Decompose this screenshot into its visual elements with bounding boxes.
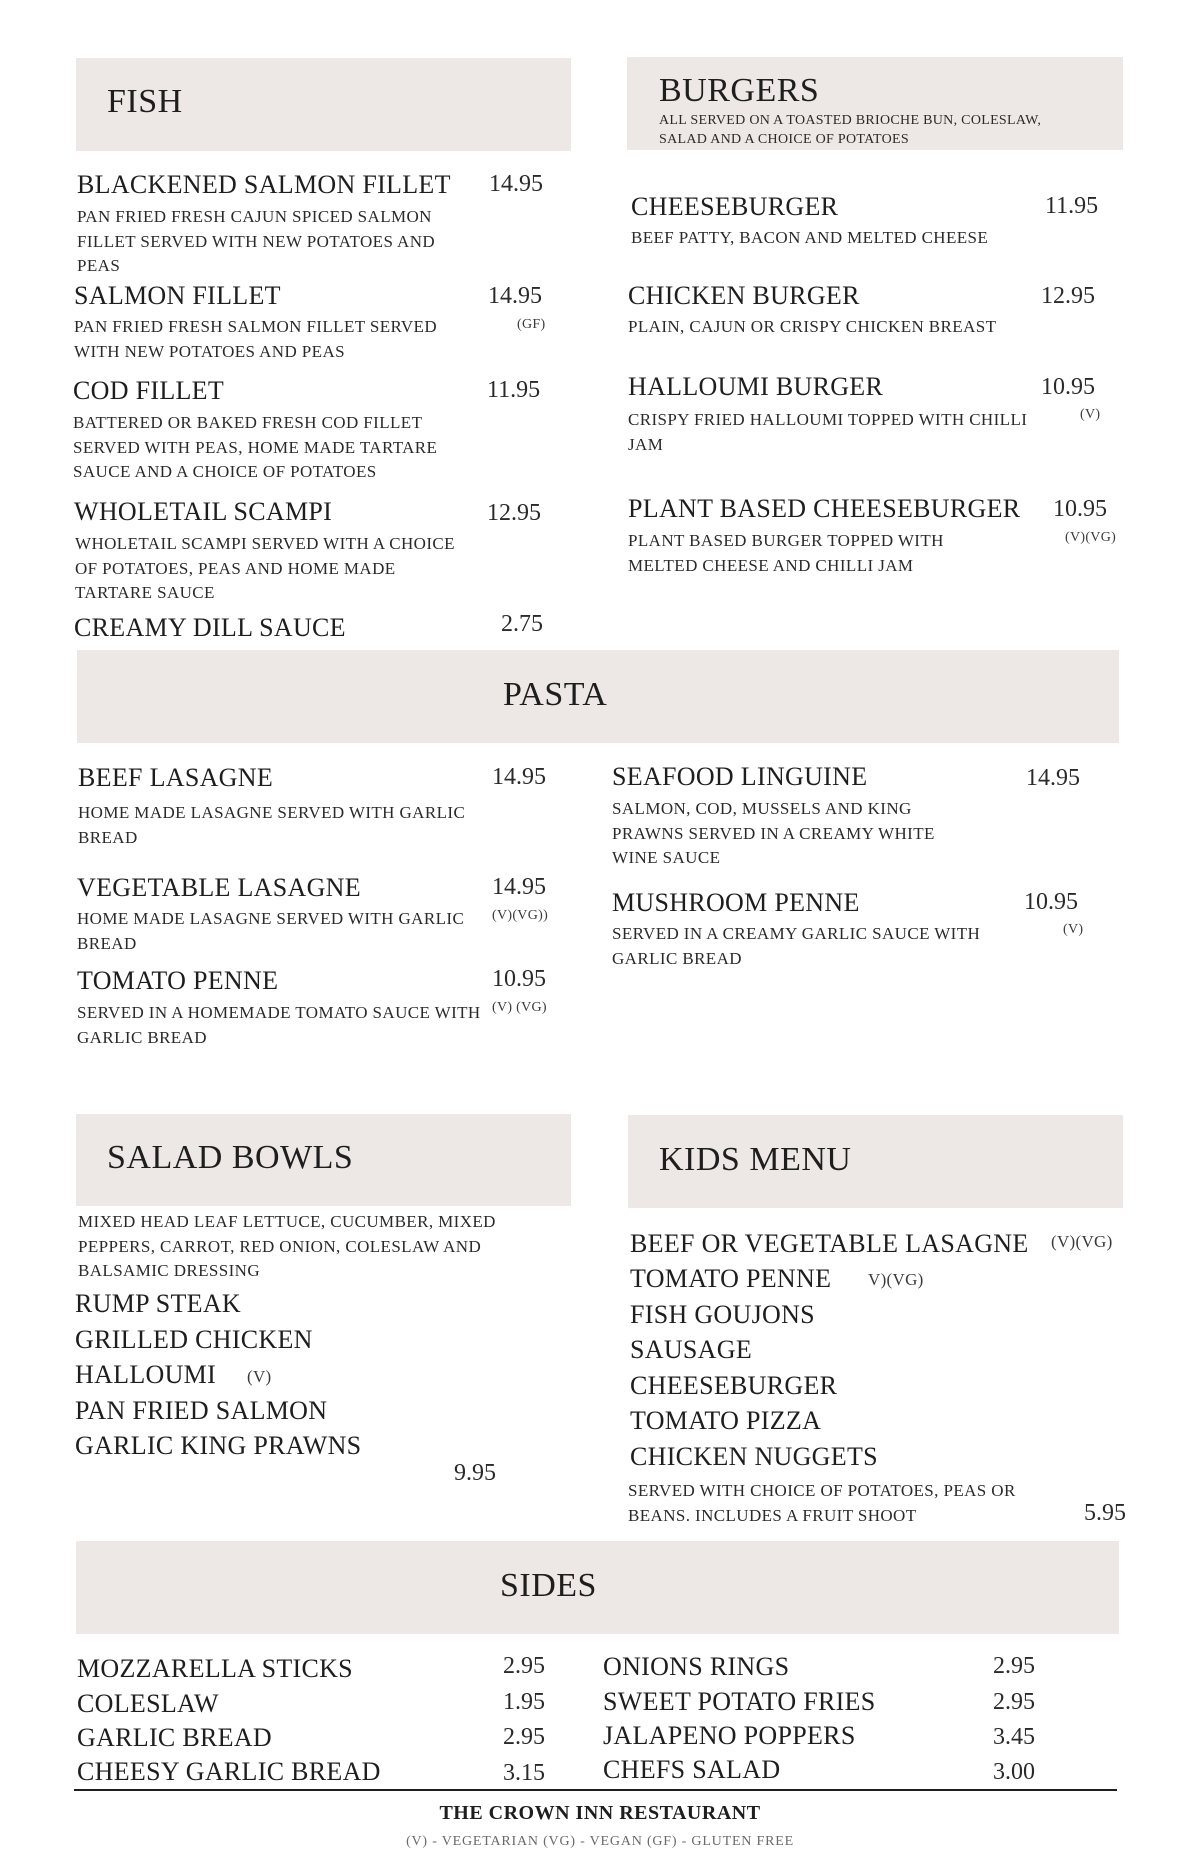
pasta-title: PASTA <box>503 676 608 713</box>
burgers-subtitle: ALL SERVED ON A TOASTED BRIOCHE BUN, COLESLAW, SALAD AND A CHOICE OF POTATOES <box>659 113 1042 147</box>
pasta-item-price: 10.95 <box>1024 889 1078 915</box>
fish-item-tag: (GF) <box>517 317 546 332</box>
burger-item-name: PLANT BASED CHEESEBURGER <box>628 494 1021 523</box>
sides-item-name: ONIONS RINGS <box>603 1652 790 1681</box>
fish-item-name: WHOLETAIL SCAMPI <box>74 497 333 526</box>
sides-item-price: 3.00 <box>993 1759 1035 1785</box>
sides-title: SIDES <box>500 1567 597 1604</box>
pasta-item-price: 14.95 <box>492 764 546 790</box>
burger-item-desc: PLAIN, CAJUN OR CRISPY CHICKEN BREAST <box>628 317 997 336</box>
dietary-key: (V) - VEGETARIAN (VG) - VEGAN (GF) - GLUTEN FREE <box>406 1834 794 1849</box>
fish-item-price: 12.95 <box>487 500 541 526</box>
kids-option: CHEESEBURGER <box>630 1371 838 1400</box>
salad-option: GRILLED CHICKEN <box>75 1325 313 1354</box>
burger-item-tag: (V)(VG) <box>1065 530 1117 545</box>
pasta-item-name: BEEF LASAGNE <box>78 763 273 792</box>
burger-item-price: 10.95 <box>1041 374 1095 400</box>
fish-item-desc: PAN FRIED FRESH CAJUN SPICED SALMON FILLET SERVED WITH NEW POTATOES AND PEAS <box>77 207 436 275</box>
fish-item-price: 2.75 <box>501 611 543 637</box>
pasta-item-tag: (V) <box>1063 922 1084 937</box>
burger-item-desc: BEEF PATTY, BACON AND MELTED CHEESE <box>631 228 989 247</box>
fish-item-desc: PAN FRIED FRESH SALMON FILLET SERVED WITH NEW POTATOES AND PEAS <box>74 317 438 361</box>
sides-item-name: JALAPENO POPPERS <box>603 1721 856 1750</box>
fish-item-name: CREAMY DILL SAUCE <box>74 613 346 642</box>
kids-option: BEEF OR VEGETABLE LASAGNE <box>630 1229 1029 1258</box>
burger-item-name: HALLOUMI BURGER <box>628 372 884 401</box>
burger-item-name: CHEESEBURGER <box>631 192 839 221</box>
pasta-item-desc: HOME MADE LASAGNE SERVED WITH GARLIC BREAD <box>78 803 466 847</box>
salad-option: HALLOUMI <box>75 1360 217 1389</box>
burger-item-desc: CRISPY FRIED HALLOUMI TOPPED WITH CHILLI JAM <box>628 410 1028 454</box>
sides-item-price: 3.45 <box>993 1724 1035 1750</box>
kids-option: TOMATO PIZZA <box>630 1406 822 1435</box>
sides-item-name: COLESLAW <box>77 1689 219 1718</box>
sides-item-price: 2.95 <box>993 1653 1035 1679</box>
kids-option: FISH GOUJONS <box>630 1300 815 1329</box>
footer-divider <box>74 1789 1117 1791</box>
salad-option: RUMP STEAK <box>75 1289 242 1318</box>
sides-item-name: MOZZARELLA STICKS <box>77 1654 353 1683</box>
fish-item-name: SALMON FILLET <box>74 281 281 310</box>
fish-item-desc: BATTERED OR BAKED FRESH COD FILLET SERVED WITH PEAS, HOME MADE TARTARE SAUCE AND A CHOICE OF POTATOES <box>73 413 438 481</box>
salad-price: 9.95 <box>454 1460 496 1486</box>
pasta-item-desc: SERVED IN A CREAMY GARLIC SAUCE WITH GARLIC BREAD <box>612 924 981 968</box>
pasta-item-desc: HOME MADE LASAGNE SERVED WITH GARLIC BREAD <box>77 909 465 953</box>
restaurant-name: THE CROWN INN RESTAURANT <box>439 1802 761 1824</box>
kids-title: KIDS MENU <box>659 1141 852 1178</box>
sides-item-price: 2.95 <box>993 1689 1035 1715</box>
pasta-item-desc: SALMON, COD, MUSSELS AND KING PRAWNS SERVED IN A CREAMY WHITE WINE SAUCE <box>612 799 935 867</box>
kids-option: SAUSAGE <box>630 1335 753 1364</box>
sides-item-price: 3.15 <box>503 1760 545 1786</box>
burger-item-price: 10.95 <box>1053 496 1107 522</box>
pasta-item-desc: SERVED IN A HOMEMADE TOMATO SAUCE WITH GARLIC BREAD <box>77 1003 481 1047</box>
burger-item-tag: (V) <box>1080 407 1101 422</box>
pasta-item-price: 10.95 <box>492 966 546 992</box>
burger-item-price: 12.95 <box>1041 283 1095 309</box>
kids-option: TOMATO PENNE <box>630 1264 832 1293</box>
kids-desc: SERVED WITH CHOICE OF POTATOES, PEAS OR BEANS. INCLUDES A FRUIT SHOOT <box>628 1481 1016 1525</box>
pasta-item-name: SEAFOOD LINGUINE <box>612 762 868 791</box>
fish-item-price: 14.95 <box>489 171 543 197</box>
pasta-item-tag: (V) (VG) <box>492 1000 547 1015</box>
pasta-item-tag: (V)(VG)) <box>492 908 549 923</box>
sides-item-name: CHEESY GARLIC BREAD <box>77 1757 381 1786</box>
burger-item-price: 11.95 <box>1045 193 1099 219</box>
burger-item-name: CHICKEN BURGER <box>628 281 860 310</box>
salad-desc: MIXED HEAD LEAF LETTUCE, CUCUMBER, MIXED PEPPERS, CARROT, RED ONION, COLESLAW AND BALSAMIC DRESSING <box>78 1212 496 1280</box>
sides-item-name: SWEET POTATO FRIES <box>603 1687 876 1716</box>
fish-item-name: BLACKENED SALMON FILLET <box>77 170 451 199</box>
pasta-item-name: MUSHROOM PENNE <box>612 888 860 917</box>
fish-title: FISH <box>107 83 183 120</box>
salad-title: SALAD BOWLS <box>107 1139 354 1176</box>
sides-item-price: 2.95 <box>503 1724 545 1750</box>
kids-lasagne-tag: (V)(VG) <box>1051 1232 1113 1251</box>
salad-halloumi-tag: (V) <box>247 1367 272 1386</box>
fish-item-price: 14.95 <box>488 283 542 309</box>
pasta-item-price: 14.95 <box>492 874 546 900</box>
salad-option: GARLIC KING PRAWNS <box>75 1431 362 1460</box>
sides-item-price: 1.95 <box>503 1689 545 1715</box>
sides-item-name: GARLIC BREAD <box>77 1723 272 1752</box>
kids-price: 5.95 <box>1084 1500 1126 1526</box>
burger-item-desc: PLANT BASED BURGER TOPPED WITH MELTED CHEESE AND CHILLI JAM <box>628 531 944 575</box>
pasta-item-price: 14.95 <box>1026 765 1080 791</box>
pasta-item-name: TOMATO PENNE <box>77 966 279 995</box>
sides-header-band <box>76 1541 1119 1634</box>
fish-item-name: COD FILLET <box>73 376 225 405</box>
sides-item-price: 2.95 <box>503 1653 545 1679</box>
fish-item-price: 11.95 <box>487 377 541 403</box>
kids-option: CHICKEN NUGGETS <box>630 1442 878 1471</box>
burgers-title: BURGERS <box>659 72 820 109</box>
salad-option: PAN FRIED SALMON <box>75 1396 328 1425</box>
sides-item-name: CHEFS SALAD <box>603 1755 781 1784</box>
kids-penne-tag: V)(VG) <box>868 1270 924 1289</box>
fish-item-desc: WHOLETAIL SCAMPI SERVED WITH A CHOICE OF POTATOES, PEAS AND HOME MADE TARTARE SAUCE <box>75 534 455 602</box>
pasta-item-name: VEGETABLE LASAGNE <box>77 873 361 902</box>
